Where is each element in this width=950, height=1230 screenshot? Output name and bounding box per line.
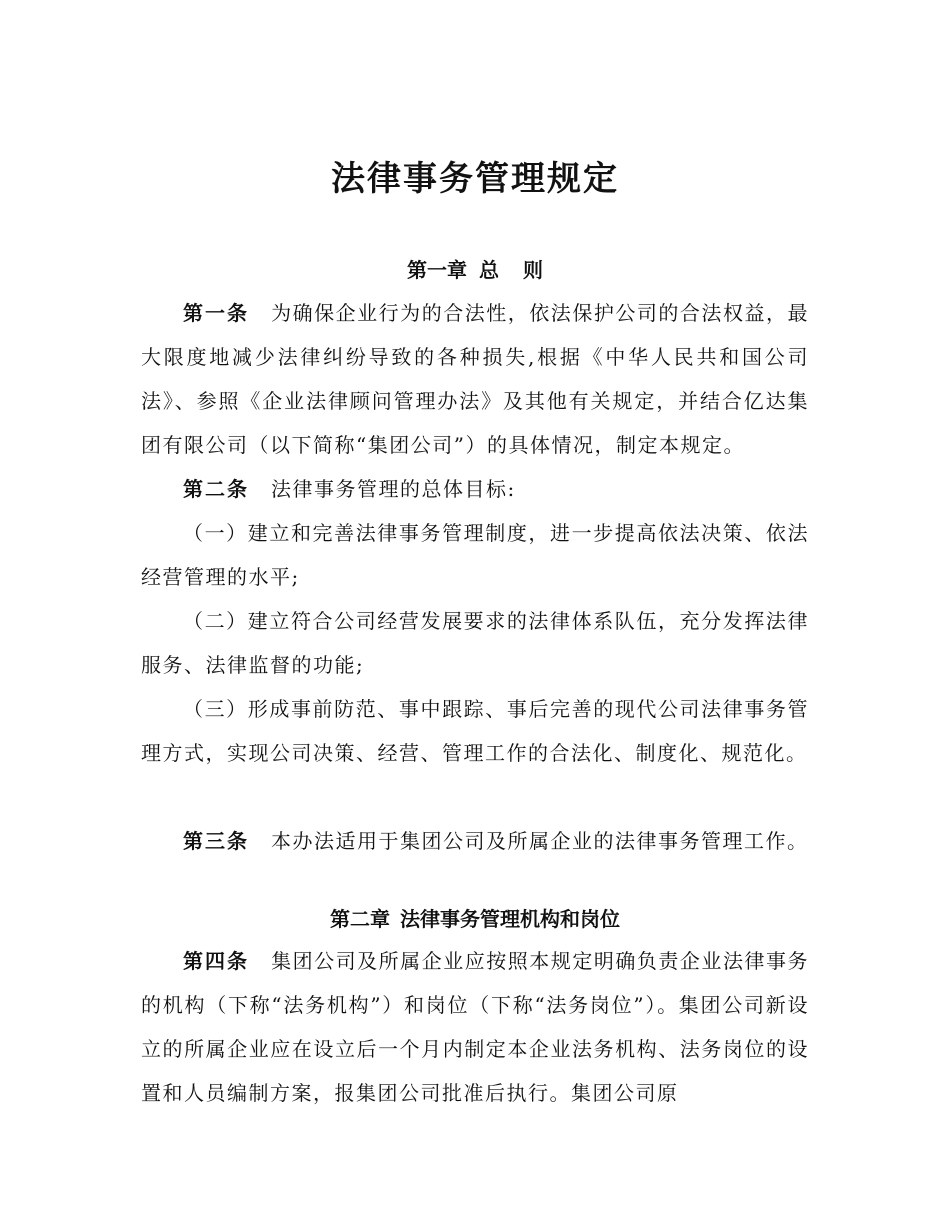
chapter-1-number: 第一章: [407, 258, 467, 282]
article-3-label: 第三条: [183, 829, 249, 853]
article-2-item-1: （一）建立和完善法律事务管理制度，进一步提高依法决策、依法经营管理的水平;: [141, 521, 809, 589]
article-4: [141, 939, 809, 1115]
article-4-label: 第四条: [183, 949, 250, 973]
document-title: 法律事务管理规定: [331, 159, 619, 199]
article-2-text: 法律事务管理的总体目标:: [271, 477, 516, 501]
article-4-text: 集团公司及所属企业应按照本规定明确负责企业法律事务的机构（下称“法务机构”）和岗位（下称“法务岗位”）。集团公司新设立的所属企业应在设立后一个月内制定本企业法务机构、法务岗位的设置和人员编制方案，报集团公司批准后执行。集团公司原: [141, 949, 810, 1105]
article-2-item-2: （二）建立符合公司经营发展要求的法律体系队伍，充分发挥法律服务、法律监督的功能;: [141, 609, 809, 677]
chapter-2-title: 法律事务管理机构和岗位: [400, 907, 620, 931]
article-3: [141, 819, 809, 863]
chapter-2-number: 第二章: [330, 907, 390, 931]
chapter-1-title-part1: 总: [479, 258, 499, 282]
article-2-label: 第二条: [183, 477, 249, 501]
article-1: [141, 291, 809, 467]
chapter-1-title-part2: 则: [523, 258, 543, 282]
chapter-1-heading: [0, 255, 950, 285]
article-2-item-3: （三）形成事前防范、事中跟踪、事后完善的现代公司法律事务管理方式，实现公司决策、经营、管理工作的合法化、制度化、规范化。: [141, 697, 809, 765]
chapter-2-heading: [0, 904, 950, 934]
article-3-text: 本办法适用于集团公司及所属企业的法律事务管理工作。: [271, 829, 809, 853]
article-1-label: 第一条: [183, 301, 250, 325]
article-1-text: 为确保企业行为的合法性，依法保护公司的合法权益，最大限度地减少法律纠纷导致的各种损失,根据《中华人民共和国公司法》、参照《企业法律顾问管理办法》及其他有关规定，并结合亿达集团有限公司（以下简称“集团公司”）的具体情况，制定本规定。: [141, 301, 810, 457]
article-2: [141, 467, 809, 511]
